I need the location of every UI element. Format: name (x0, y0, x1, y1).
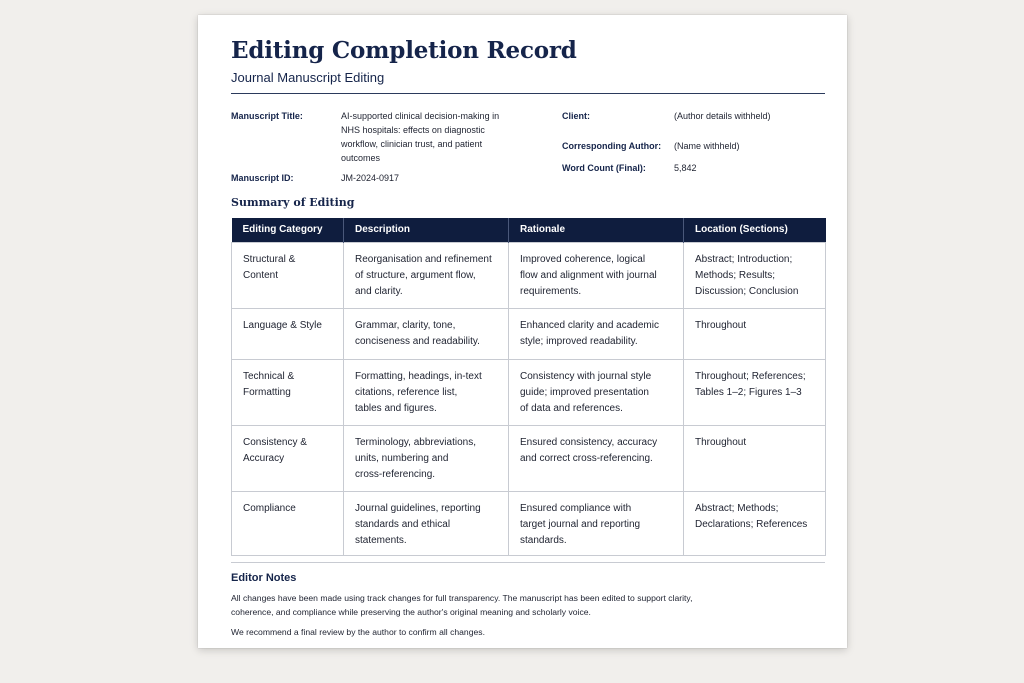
location-cell: Throughout (684, 308, 826, 359)
description-cell: Terminology, abbreviations, units, numbering and cross-referencing. (344, 425, 509, 491)
corresponding-author-value: (Name withheld) (674, 141, 740, 151)
manuscript-id-label: Manuscript ID: (231, 173, 294, 183)
rationale-cell: Consistency with journal style guide; improved presentation of data and references. (509, 359, 684, 425)
rationale-cell: Ensured compliance with target journal and reporting standards. (509, 491, 684, 555)
description-cell: Formatting, headings, in-text citations, reference list, tables and figures. (344, 359, 509, 425)
editor-notes-recommendation: We recommend a final review by the author to confirm all changes. (231, 627, 485, 637)
table-row (232, 308, 826, 359)
notes-divider (231, 562, 825, 563)
category-cell: Compliance (232, 491, 344, 555)
editing-summary-table (231, 218, 826, 556)
manuscript-title-value: AI-supported clinical decision-making in NHS hospitals: effects on diagnostic workflow, clinician trust, and patient outcomes (341, 111, 500, 163)
category-cell: Language & Style (232, 308, 344, 359)
editor-notes-paragraph: All changes have been made using track changes for full transparency. The manuscript has been edited to support clarity, coherence, and compliance while preserving the author's original meaning and scholarly voice. (231, 593, 693, 617)
location-cell: Throughout; References; Tables 1–2; Figures 1–3 (684, 359, 826, 425)
description-cell: Reorganisation and refinement of structure, argument flow, and clarity. (344, 242, 509, 308)
category-cell: Consistency & Accuracy (232, 425, 344, 491)
corresponding-author-label: Corresponding Author: (562, 141, 662, 151)
category-cell: Structural & Content (232, 242, 344, 308)
rationale-cell: Improved coherence, logical flow and alignment with journal requirements. (509, 242, 684, 308)
editor-notes-heading: Editor Notes (231, 572, 297, 584)
table-row (232, 242, 826, 308)
column-header: Editing Category (232, 218, 344, 242)
summary-heading: Summary of Editing (231, 196, 355, 209)
document-subtitle: Journal Manuscript Editing (231, 70, 385, 85)
table-header-row (232, 218, 826, 242)
location-cell: Abstract; Methods; Declarations; References (684, 491, 826, 555)
document-page (198, 15, 847, 648)
client-value: (Author details withheld) (674, 111, 771, 121)
table-row (232, 491, 826, 555)
table-row (232, 359, 826, 425)
table-row (232, 425, 826, 491)
category-cell: Technical & Formatting (232, 359, 344, 425)
manuscript-id-value: JM-2024-0917 (341, 173, 400, 183)
header-divider (231, 93, 825, 94)
location-cell: Throughout (684, 425, 826, 491)
location-cell: Abstract; Introduction; Methods; Results; Discussion; Conclusion (684, 242, 826, 308)
word-count-label: Word Count (Final): (562, 163, 646, 173)
manuscript-title-label: Manuscript Title: (231, 111, 303, 121)
description-cell: Journal guidelines, reporting standards and ethical statements. (344, 491, 509, 555)
document-title: Editing Completion Record (231, 37, 577, 64)
word-count-value: 5,842 (674, 163, 697, 173)
column-header: Location (Sections) (684, 218, 826, 242)
rationale-cell: Enhanced clarity and academic style; improved readability. (509, 308, 684, 359)
column-header: Rationale (509, 218, 684, 242)
client-label: Client: (562, 111, 590, 121)
rationale-cell: Ensured consistency, accuracy and correct cross-referencing. (509, 425, 684, 491)
description-cell: Grammar, clarity, tone, conciseness and readability. (344, 308, 509, 359)
column-header: Description (344, 218, 509, 242)
